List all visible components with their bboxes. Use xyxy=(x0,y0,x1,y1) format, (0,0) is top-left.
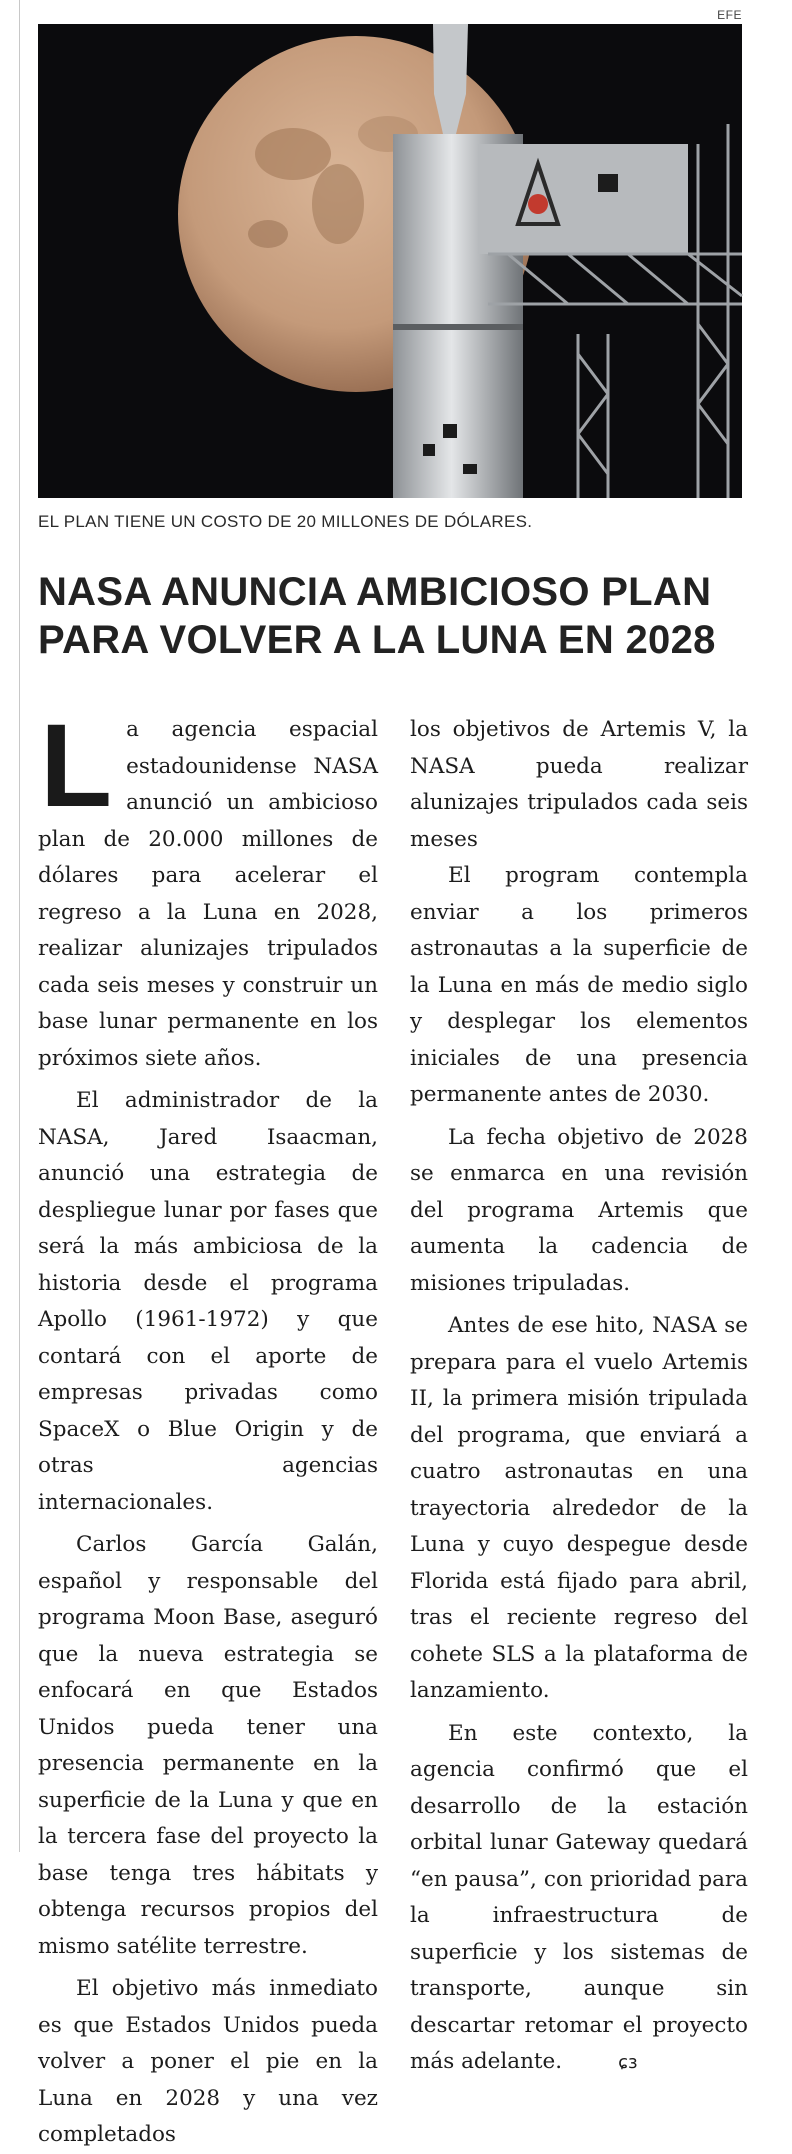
paragraph-intro-text: a agencia espacial estadounidense NASA anunció un ambicioso plan de 20.000 millones de dólares para acelerar el regreso a la Luna en 2028, realizar alunizajes tripulados cada seis meses y construir un base lunar permanente en los próximos siete años. xyxy=(38,717,378,1071)
photo-caption: EL PLAN TIENE UN COSTO DE 20 MILLONES DE DÓLARES. xyxy=(38,512,533,531)
headline-line-2: PARA VOLVER A LA LUNA EN 2028 xyxy=(38,618,716,662)
column-rule xyxy=(19,0,20,1852)
paragraph: Carlos García Galán, español y responsable del programa Moon Base, aseguró que la nueva estrategia se enfocará en que Estados Unidos pueda tener una presencia permanente en la superficie de la Luna y que en la tercera fase del proyecto la base tenga tres hábitats y obtenga recursos propios del mismo satélite terrestre. xyxy=(38,1532,378,1959)
paragraph: La fecha objetivo de 2028 se enmarca en una revisión del programa Artemis que aumenta la cadencia de misiones tripuladas. xyxy=(410,1124,748,1296)
paragraph-intro xyxy=(38,700,378,1077)
moon-rocket-illustration xyxy=(38,24,742,498)
article-headline xyxy=(38,568,758,664)
photo-credit: EFE xyxy=(717,8,742,22)
drop-cap: L xyxy=(40,700,113,832)
paragraph: Antes de ese hito, NASA se prepara para el vuelo Artemis II, la primera misión tripulada del programa, que enviará a cuatro astronautas en una trayectoria alrededor de la Luna y cuyo despegue desde Florida está fijado para abril, tras el reciente regreso del cohete SLS a la plataforma de lanzamiento. xyxy=(410,1313,748,1703)
paragraph-final xyxy=(410,1716,748,2082)
paragraph-continued: los objetivos de Artemis V, la NASA pueda realizar alunizajes tripulados cada seis meses xyxy=(410,717,748,852)
end-mark-icon: ɕɜ xyxy=(618,2052,638,2073)
paragraph-final-text: En este contexto, la agencia confirmó que el desarrollo de la estación orbital lunar Gateway quedará “en pausa”, con prioridad para la infraestructura de superficie y los sistemas de transporte, aunque sin descartar retomar el proyecto más adelante. xyxy=(410,1720,748,2074)
headline-line-1: NASA ANUNCIA AMBICIOSO PLAN xyxy=(38,570,712,614)
paragraph: El administrador de la NASA, Jared Isaacman, anunció una estrategia de despliegue lunar por fases que será la más ambiciosa de la historia desde el programa Apollo (1961-1972) y que contará con el aporte de empresas privadas como SpaceX o Blue Origin y de otras agencias internacionales. xyxy=(38,1088,378,1515)
article-column-right xyxy=(410,712,748,2082)
launch-tower-cabin xyxy=(478,144,688,254)
article-column-left xyxy=(38,700,378,2154)
article-photo xyxy=(38,24,742,498)
paragraph: El objetivo más inmediato es que Estados Unidos pueda volver a poner el pie en la Luna en 2028 y una vez completados xyxy=(38,1976,378,2147)
paragraph: El program contempla enviar a los primeros astronautas a la superficie de la Luna en más de medio siglo y desplegar los elementos iniciales de una presencia permanente antes de 2030. xyxy=(410,863,748,1107)
